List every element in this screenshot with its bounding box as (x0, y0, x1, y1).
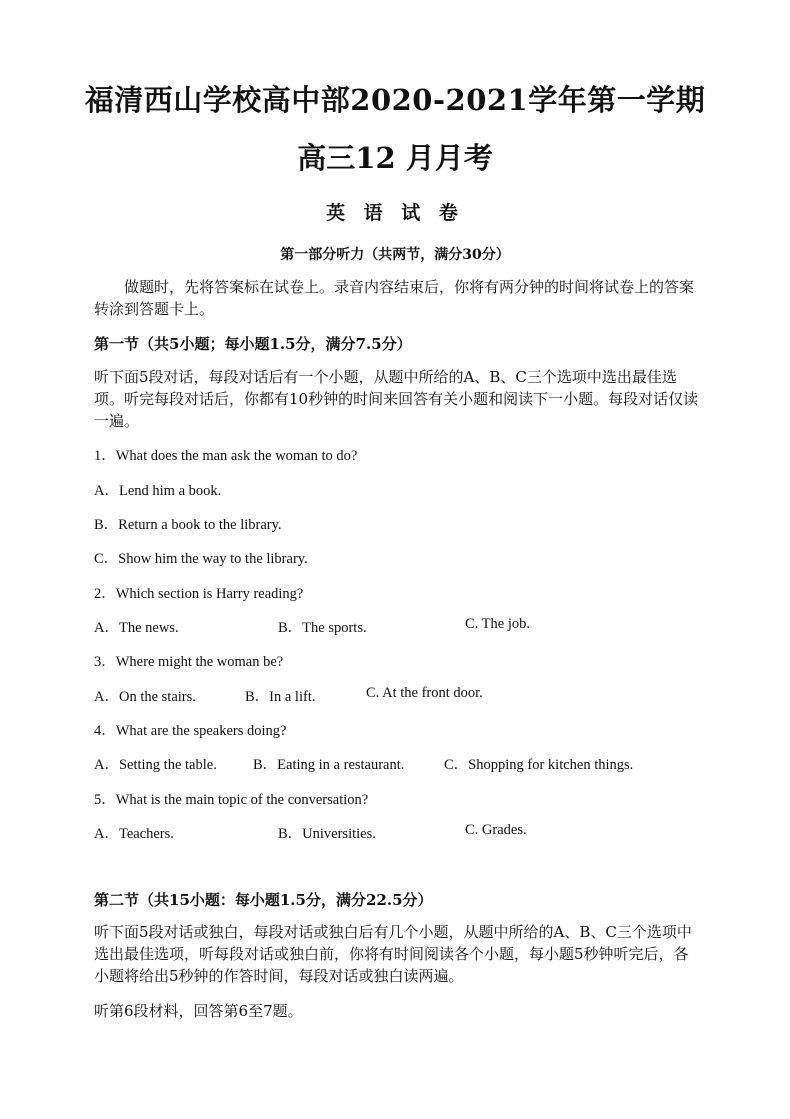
question-5-option-b: B．Universities. (278, 826, 376, 842)
question-4-option-b: B．Eating in a restaurant. (253, 757, 405, 773)
section2-instructions: 听下面5段对话或独白，每段对话或独白后有几个小题，从题中所给的A、B、C三个选项中选出最佳选项，听每段对话或独白前，你将有时间阅读各个小题，每小题5秒钟听完后，各小题将给出5秒钟的作答时间，每段对话或独白读两遍。 (94, 923, 692, 985)
question-5: 5．What is the main topic of the conversation? (94, 792, 369, 808)
question-2-option-a: A．The news. (94, 620, 179, 636)
question-2-option-c: C. The job. (465, 616, 530, 632)
question-5-option-a: A．Teachers. (94, 826, 174, 842)
question-3-option-a: A．On the stairs. (94, 689, 196, 705)
exam-title: 福清西山学校高中部2020-2021学年第一学期 (84, 83, 706, 117)
section2-heading: 第二节（共15小题：每小题1.5分，满分22.5分） (94, 891, 433, 909)
question-2-option-b: B．The sports. (278, 620, 367, 636)
question-3-option-b: B．In a lift. (245, 689, 316, 705)
question-5-option-c: C. Grades. (465, 822, 527, 838)
part1-instructions: 做题时，先将答案标在试卷上。录音内容结束后，你将有两分钟的时间将试卷上的答案转涂到答题卡上。 (94, 278, 695, 318)
section1-instructions: 听下面5段对话，每段对话后有一个小题，从题中所给的A、B、C三个选项中选出最佳选项。听完每段对话后，你都有10秒钟的时间来回答有关小题和阅读下一小题。每段对话仅读一遍。 (94, 368, 699, 430)
question-4-option-c: C．Shopping for kitchen things. (444, 757, 634, 773)
question-1: 1．What does the man ask the woman to do? (94, 448, 358, 464)
question-2: 2．Which section is Harry reading? (94, 586, 304, 602)
question-3-option-c: C. At the front door. (366, 685, 483, 701)
question-3: 3．Where might the woman be? (94, 654, 284, 670)
subject-title: 英 语 试 卷 (326, 202, 464, 224)
section1-heading: 第一节（共5小题；每小题1.5分，满分7.5分） (94, 335, 412, 353)
material-note: 听第6段材料，回答第6至7题。 (94, 1002, 303, 1020)
part1-heading: 第一部分听力（共两节，满分30分） (280, 247, 510, 263)
question-4: 4．What are the speakers doing? (94, 723, 287, 739)
question-1-option-a: A．Lend him a book. (94, 483, 222, 499)
exam-subtitle: 高三12 月月考 (297, 141, 493, 175)
question-4-option-a: A．Setting the table. (94, 757, 217, 773)
question-1-option-b: B．Return a book to the library. (94, 517, 282, 533)
question-1-option-c: C．Show him the way to the library. (94, 551, 308, 567)
